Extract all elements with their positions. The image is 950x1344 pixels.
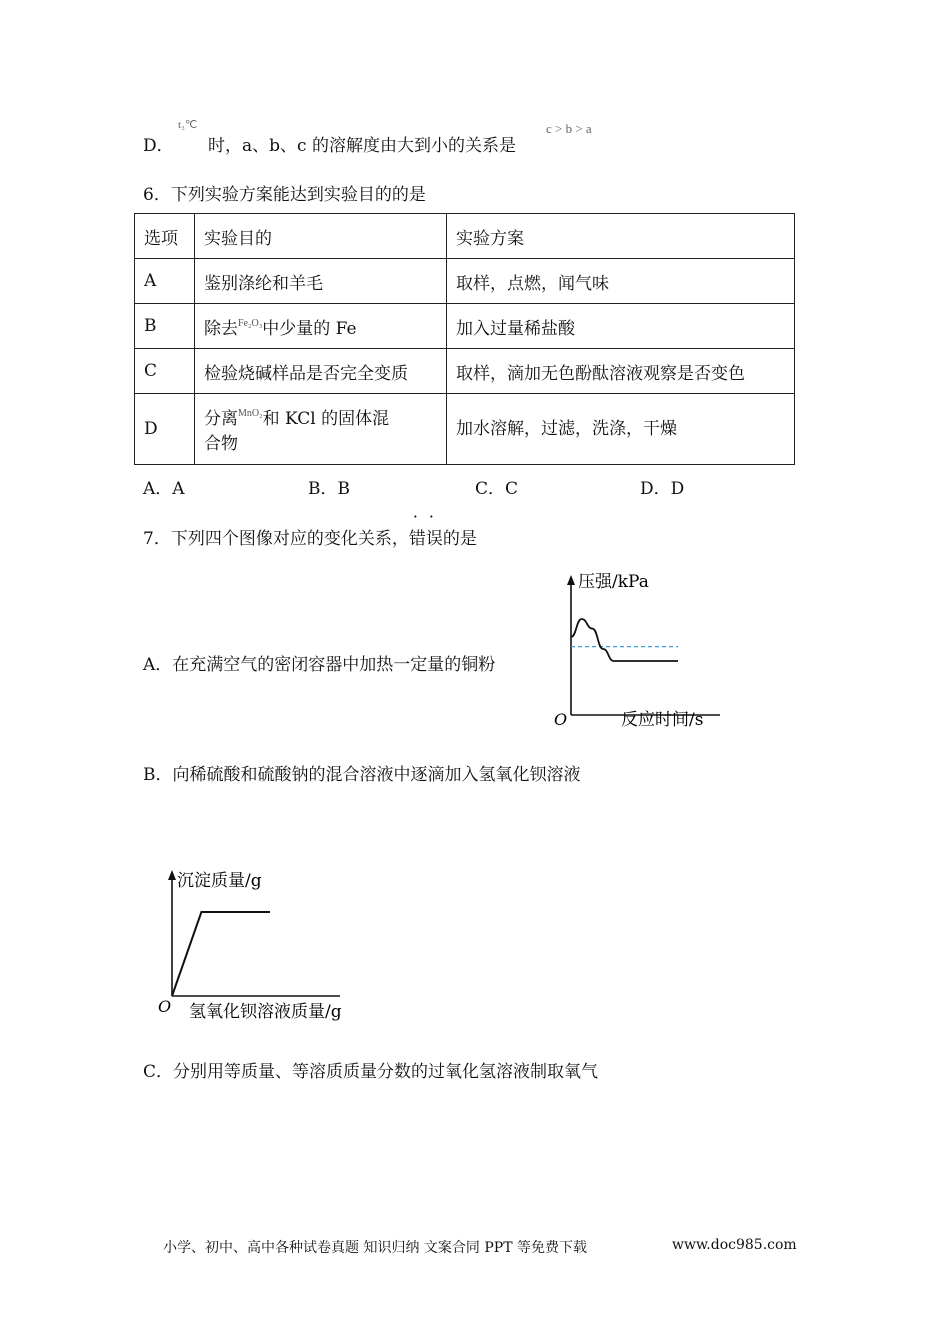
y-axis-arrow: [567, 575, 575, 585]
x-axis-label: 氢氧化钡溶液质量/g: [189, 1002, 342, 1022]
row-plan: 加入过量稀盐酸: [447, 304, 795, 349]
x-axis-label: 反应时间/s: [621, 710, 704, 730]
row-option: D: [135, 394, 195, 465]
header-option: 选项: [135, 214, 195, 259]
table-header-row: [135, 214, 795, 259]
row-option: C: [135, 349, 195, 394]
origin-label: O: [158, 997, 172, 1016]
q6-stem: 6．下列实验方案能达到实验目的的是: [143, 185, 426, 205]
answer-d[interactable]: D．D: [640, 479, 685, 499]
formula-fe2o3: Fe₂O₃: [238, 317, 263, 329]
row-purpose: 检验烧碱样品是否完全变质: [195, 349, 447, 394]
row-plan: 加水溶解，过滤，洗涤，干燥: [447, 394, 795, 465]
y-axis-label: 沉淀质量/g: [177, 871, 262, 891]
y-axis-arrow: [168, 870, 176, 880]
q7-option-a: A．在充满空气的密闭容器中加热一定量的铜粉: [143, 655, 496, 675]
chart-a-pressure: [548, 565, 728, 735]
purpose-text: 和 KCl 的固体混: [262, 409, 390, 429]
row-plan: 取样，点燃，闻气味: [447, 259, 795, 304]
q5-option-d: [143, 131, 174, 156]
purpose-text: 分离: [204, 409, 238, 429]
q5-option-d-label: D．: [143, 136, 174, 156]
q5-temperature: t₃℃: [178, 119, 198, 131]
row-purpose: [195, 394, 447, 465]
footer-text: 小学、初中、高中各种试卷真题 知识归纳 文案合同 PPT 等免费下载: [163, 1240, 587, 1256]
row-option: A: [135, 259, 195, 304]
answer-c[interactable]: C．C: [475, 479, 519, 499]
origin-label: O: [554, 710, 568, 729]
q7-stem-emphasis: [408, 507, 443, 549]
row-purpose: 鉴别涤纶和羊毛: [195, 259, 447, 304]
chart-b-precipitate: [155, 862, 365, 1022]
y-axis-label: 压强/kPa: [578, 572, 649, 592]
purpose-text: 合物: [204, 434, 238, 454]
q6-table: [134, 213, 795, 465]
q7-stem-pre: 7．下列四个图像对应的变化关系，: [143, 529, 409, 549]
q5-option-d-text: 时，a、b、c 的溶解度由大到小的关系是: [208, 136, 516, 156]
row-plan: 取样，滴加无色酚酞溶液观察是否变色: [447, 349, 795, 394]
q7-emphasis-text: 错误: [408, 529, 443, 549]
header-plan: 实验方案: [447, 214, 795, 259]
answer-a[interactable]: A．A: [143, 479, 185, 499]
q7-option-c: C．分别用等质量、等溶质质量分数的过氧化氢溶液制取氧气: [143, 1062, 599, 1082]
table-row: [135, 394, 795, 465]
emphasis-dot: ·: [428, 507, 434, 526]
answer-b[interactable]: B．B: [308, 479, 350, 499]
purpose-text: 中少量的 Fe: [262, 318, 357, 339]
precipitate-curve: [172, 912, 270, 996]
row-option: B: [135, 304, 195, 349]
q7-option-b: B．向稀硫酸和硫酸钠的混合溶液中逐滴加入氢氧化钡溶液: [143, 765, 581, 785]
table-row: [135, 304, 795, 349]
q7-stem-post: 的是: [442, 529, 477, 549]
q5-relation: c > b > a: [546, 121, 592, 136]
footer-url[interactable]: www.doc985.com: [672, 1237, 797, 1253]
header-purpose: 实验目的: [195, 214, 447, 259]
table-row: [135, 349, 795, 394]
formula-mno2: MnO₂: [238, 408, 263, 419]
emphasis-dot: ·: [412, 507, 418, 526]
row-purpose: [195, 304, 447, 349]
table-row: [135, 259, 795, 304]
pressure-curve: [571, 619, 678, 661]
purpose-text: 除去: [204, 318, 238, 339]
q7-stem: [143, 507, 477, 549]
